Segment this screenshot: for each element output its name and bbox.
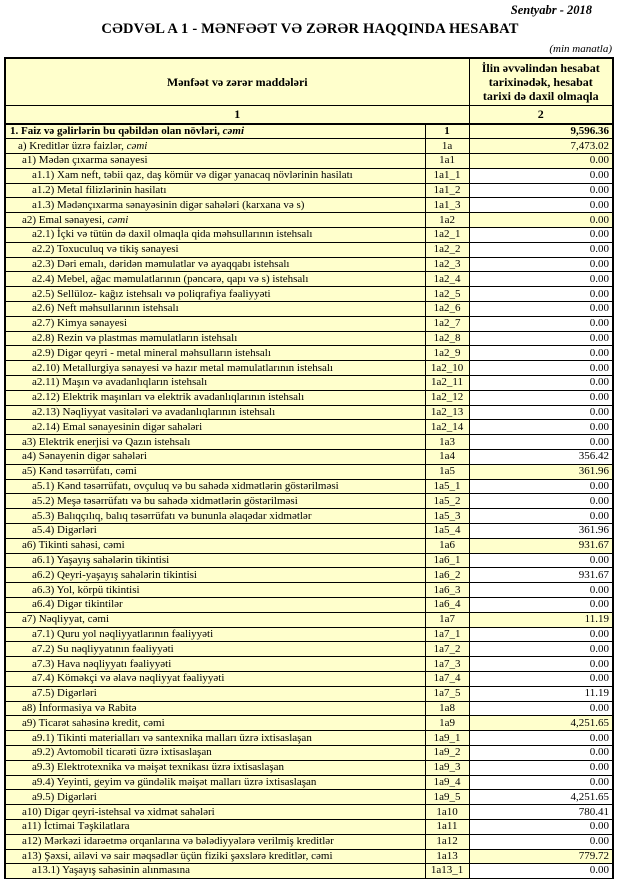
- row-value: 0.00: [469, 583, 613, 598]
- row-value: 0.00: [469, 731, 613, 746]
- items-column-header: Mənfəət və zərər maddələri: [5, 58, 469, 106]
- row-code: 1a9_2: [425, 745, 469, 760]
- table-row: [5, 139, 613, 154]
- value-column-header: İlin əvvəlindən hesabat tarixinədək, hesabat tarixi də daxil olmaqla: [469, 58, 613, 106]
- table-row: [5, 228, 613, 243]
- table-row: [5, 745, 613, 760]
- row-label: a9.3) Elektrotexnika və məişət texnikası üzrə ixtisaslaşan: [5, 760, 425, 775]
- row-label: a2.3) Dəri emalı, dəridən məmulatlar və ayaqqabı istehsalı: [5, 257, 425, 272]
- row-code: 1a6_2: [425, 568, 469, 583]
- table-row: [5, 864, 613, 879]
- header-row: [5, 58, 613, 106]
- row-value: 0.00: [469, 479, 613, 494]
- table-row: [5, 302, 613, 317]
- table-row: [5, 775, 613, 790]
- row-value: 0.00: [469, 331, 613, 346]
- table-row: [5, 124, 613, 139]
- row-value: 0.00: [469, 346, 613, 361]
- row-code: 1a9_3: [425, 760, 469, 775]
- table-row: [5, 242, 613, 257]
- row-code: 1a2_7: [425, 316, 469, 331]
- row-label: a9.5) Digərləri: [5, 790, 425, 805]
- row-code: 1a9_1: [425, 731, 469, 746]
- table-row: [5, 331, 613, 346]
- row-label: a9.2) Avtomobil ticarəti üzrə ixtisaslaşan: [5, 745, 425, 760]
- row-code: 1a10: [425, 805, 469, 820]
- row-code: 1: [425, 124, 469, 139]
- row-code: 1a5_2: [425, 494, 469, 509]
- table-row: [5, 583, 613, 598]
- row-value: 931.67: [469, 538, 613, 553]
- table-row: [5, 657, 613, 672]
- table-row: [5, 420, 613, 435]
- page-title: CƏDVƏL A 1 - MƏNFƏƏT VƏ ZƏRƏR HAQQINDA HESABAT: [101, 21, 519, 37]
- table-row: [5, 435, 613, 450]
- table-row: [5, 479, 613, 494]
- row-value: 0.00: [469, 627, 613, 642]
- row-code: 1a6_4: [425, 598, 469, 613]
- table-row: [5, 612, 613, 627]
- row-value: 7,473.02: [469, 139, 613, 154]
- table-header: [5, 58, 613, 124]
- table-row: [5, 287, 613, 302]
- row-value: 0.00: [469, 701, 613, 716]
- row-value: 0.00: [469, 405, 613, 420]
- row-label: a2.4) Mebel, ağac məmulatlarının (pəncərə, qapı və s) istehsalı: [5, 272, 425, 287]
- table-row: [5, 257, 613, 272]
- row-code: 1a7_1: [425, 627, 469, 642]
- row-label: a6.4) Digər tikintilər: [5, 598, 425, 613]
- row-code: 1a2_9: [425, 346, 469, 361]
- row-label: a2.12) Elektrik maşınları və elektrik avadanlıqlarının istehsalı: [5, 390, 425, 405]
- row-code: 1a7_3: [425, 657, 469, 672]
- items-column-number: 1: [5, 106, 469, 125]
- row-value: 0.00: [469, 183, 613, 198]
- row-label: a2.2) Toxuculuq və tikiş sənayesi: [5, 242, 425, 257]
- row-value: 0.00: [469, 657, 613, 672]
- row-label: a2.11) Maşın və avadanlıqların istehsalı: [5, 376, 425, 391]
- row-label: a7.2) Su nəqliyyatının fəaliyyəti: [5, 642, 425, 657]
- row-value: 0.00: [469, 376, 613, 391]
- row-code: 1a2_3: [425, 257, 469, 272]
- row-label: a13.1) Yaşayış sahəsinin alınmasına: [5, 864, 425, 879]
- row-value: 931.67: [469, 568, 613, 583]
- row-code: 1a6_3: [425, 583, 469, 598]
- row-code: 1a2_2: [425, 242, 469, 257]
- row-code: 1a3: [425, 435, 469, 450]
- row-label: a7) Nəqliyyat, cəmi: [5, 612, 425, 627]
- row-label: a6.3) Yol, körpü tikintisi: [5, 583, 425, 598]
- row-label: a) Kreditlər üzrə faizlər, cəmi: [5, 139, 425, 154]
- row-label: a1) Mədən çıxarma sənayesi: [5, 154, 425, 169]
- table-row: [5, 361, 613, 376]
- units-note: (min manatla): [549, 43, 612, 55]
- row-value: 4,251.65: [469, 790, 613, 805]
- table-row: [5, 598, 613, 613]
- row-value: 0.00: [469, 745, 613, 760]
- row-value: 0.00: [469, 819, 613, 834]
- row-code: 1a2_8: [425, 331, 469, 346]
- row-code: 1a2_5: [425, 287, 469, 302]
- row-value: 0.00: [469, 361, 613, 376]
- row-value: 0.00: [469, 834, 613, 849]
- row-value: 11.19: [469, 612, 613, 627]
- table-row: [5, 686, 613, 701]
- table-row: [5, 272, 613, 287]
- row-code: 1a9_4: [425, 775, 469, 790]
- row-label: a9.1) Tikinti materialları və santexnika malları üzrə ixtisaslaşan: [5, 731, 425, 746]
- table-row: [5, 168, 613, 183]
- row-code: 1a8: [425, 701, 469, 716]
- row-label: a1.1) Xam neft, təbii qaz, daş kömür və digər yanacaq növlərinin hasilatı: [5, 168, 425, 183]
- row-label: a7.3) Hava nəqliyyatı fəaliyyəti: [5, 657, 425, 672]
- value-column-number: 2: [469, 106, 613, 125]
- row-value: 0.00: [469, 272, 613, 287]
- row-code: 1a6: [425, 538, 469, 553]
- row-code: 1a7_2: [425, 642, 469, 657]
- table-row: [5, 509, 613, 524]
- row-label: a6.1) Yaşayış sahələrin tikintisi: [5, 553, 425, 568]
- row-label: a5) Kənd təsərrüfatı, cəmi: [5, 464, 425, 479]
- row-value: 779.72: [469, 849, 613, 864]
- table-row: [5, 834, 613, 849]
- row-label: a2.5) Sellüloz- kağız istehsalı və poliqrafiya fəaliyyəti: [5, 287, 425, 302]
- row-label: a9) Ticarət sahəsinə kredit, cəmi: [5, 716, 425, 731]
- row-value: 361.96: [469, 524, 613, 539]
- row-value: 356.42: [469, 450, 613, 465]
- row-code: 1a9_5: [425, 790, 469, 805]
- row-value: 0.00: [469, 287, 613, 302]
- row-label: a2.13) Nəqliyyat vasitələri və avadanlıqlarının istehsalı: [5, 405, 425, 420]
- row-code: 1a5: [425, 464, 469, 479]
- row-label: a6.2) Qeyri-yaşayış sahələrin tikintisi: [5, 568, 425, 583]
- row-label: a10) Digər qeyri-istehsal və xidmət sahələri: [5, 805, 425, 820]
- row-value: 0.00: [469, 420, 613, 435]
- row-code: 1a12: [425, 834, 469, 849]
- row-code: 1a2_10: [425, 361, 469, 376]
- row-code: 1a2_13: [425, 405, 469, 420]
- row-value: 0.00: [469, 864, 613, 879]
- row-label: a12) Mərkəzi idarəetmə orqanlarına və bələdiyyələrə verilmiş kreditlər: [5, 834, 425, 849]
- row-value: 0.00: [469, 775, 613, 790]
- row-code: 1a6_1: [425, 553, 469, 568]
- row-label: a2.6) Neft məhsullarının istehsalı: [5, 302, 425, 317]
- row-label: a3) Elektrik enerjisi və Qazın istehsalı: [5, 435, 425, 450]
- row-value: 0.00: [469, 494, 613, 509]
- row-code: 1a2_11: [425, 376, 469, 391]
- row-value: 0.00: [469, 257, 613, 272]
- row-label: a2) Emal sənayesi, cəmi: [5, 213, 425, 228]
- table-row: [5, 494, 613, 509]
- row-code: 1a13_1: [425, 864, 469, 879]
- row-value: 0.00: [469, 198, 613, 213]
- row-code: 1a5_3: [425, 509, 469, 524]
- row-code: 1a2_6: [425, 302, 469, 317]
- row-label: a5.2) Meşə təsərrüfatı və bu sahədə xidmətlərin göstərilməsi: [5, 494, 425, 509]
- row-code: 1a7_4: [425, 671, 469, 686]
- row-label: a2.10) Metallurgiya sənayesi və hazır metal məmulatlarının istehsalı: [5, 361, 425, 376]
- table-row: [5, 450, 613, 465]
- row-value: 0.00: [469, 242, 613, 257]
- row-value: 0.00: [469, 435, 613, 450]
- row-value: 9,596.36: [469, 124, 613, 139]
- table-row: [5, 524, 613, 539]
- row-code: 1a9: [425, 716, 469, 731]
- table-row: [5, 376, 613, 391]
- table-row: [5, 805, 613, 820]
- row-label: a1.2) Metal filizlərinin hasilatı: [5, 183, 425, 198]
- row-code: 1a5_4: [425, 524, 469, 539]
- row-value: 0.00: [469, 154, 613, 169]
- row-value: 0.00: [469, 509, 613, 524]
- table-row: [5, 790, 613, 805]
- table-row: [5, 731, 613, 746]
- row-value: 0.00: [469, 598, 613, 613]
- table-row: [5, 464, 613, 479]
- table-row: [5, 183, 613, 198]
- table-row: [5, 671, 613, 686]
- row-code: 1a7: [425, 612, 469, 627]
- row-code: 1a13: [425, 849, 469, 864]
- row-code: 1a1_2: [425, 183, 469, 198]
- row-code: 1a: [425, 139, 469, 154]
- profit-loss-table: [4, 57, 614, 879]
- row-label: a2.8) Rezin və plastmas məmulatların istehsalı: [5, 331, 425, 346]
- row-label: a2.9) Digər qeyri - metal mineral məhsulların istehsalı: [5, 346, 425, 361]
- row-code: 1a1_1: [425, 168, 469, 183]
- row-code: 1a2_12: [425, 390, 469, 405]
- table-row: [5, 716, 613, 731]
- row-label: a5.1) Kənd təsərrüfatı, ovçuluq və bu sahədə xidmətlərin göstərilməsi: [5, 479, 425, 494]
- row-value: 11.19: [469, 686, 613, 701]
- row-label: a1.3) Mədənçıxarma sənayəsinin digər sahələri (karxana və s): [5, 198, 425, 213]
- table-row: [5, 538, 613, 553]
- row-code: 1a1_3: [425, 198, 469, 213]
- row-value: 780.41: [469, 805, 613, 820]
- row-label: 1. Faiz və gəlirlərin bu qəbildən olan növləri, cəmi: [5, 124, 425, 139]
- row-value: 0.00: [469, 553, 613, 568]
- row-label: a7.4) Köməkçi və əlavə nəqliyyat fəaliyyəti: [5, 671, 425, 686]
- table-row: [5, 849, 613, 864]
- table-row: [5, 405, 613, 420]
- row-value: 0.00: [469, 213, 613, 228]
- row-code: 1a11: [425, 819, 469, 834]
- table-row: [5, 701, 613, 716]
- table-row: [5, 642, 613, 657]
- row-code: 1a2_1: [425, 228, 469, 243]
- row-label: a13) Şəxsi, ailəvi və sair məqsədlər üçün fiziki şəxslərə kreditlər, cəmi: [5, 849, 425, 864]
- table-row: [5, 627, 613, 642]
- table-row: [5, 390, 613, 405]
- row-label: a11) İctimai Təşkilatlara: [5, 819, 425, 834]
- row-code: 1a1: [425, 154, 469, 169]
- row-value: 0.00: [469, 390, 613, 405]
- row-label: a9.4) Yeyinti, geyim və gündəlik məişət malları üzrə ixtisaslaşan: [5, 775, 425, 790]
- table-row: [5, 198, 613, 213]
- row-label: a5.3) Balıqçılıq, balıq təsərrüfatı və bununla əlaqədar xidmətlər: [5, 509, 425, 524]
- row-label: a5.4) Digərləri: [5, 524, 425, 539]
- column-number-row: [5, 106, 613, 125]
- row-code: 1a2: [425, 213, 469, 228]
- row-code: 1a2_4: [425, 272, 469, 287]
- table-body: [5, 124, 613, 879]
- row-value: 0.00: [469, 168, 613, 183]
- row-value: 0.00: [469, 642, 613, 657]
- row-label: a6) Tikinti sahəsi, cəmi: [5, 538, 425, 553]
- row-value: 0.00: [469, 760, 613, 775]
- row-value: 0.00: [469, 671, 613, 686]
- row-label: a8) İnformasiya və Rabitə: [5, 701, 425, 716]
- row-label: a2.14) Emal sənayesinin digər sahələri: [5, 420, 425, 435]
- row-value: 4,251.65: [469, 716, 613, 731]
- table-row: [5, 213, 613, 228]
- row-code: 1a7_5: [425, 686, 469, 701]
- row-code: 1a2_14: [425, 420, 469, 435]
- table-row: [5, 760, 613, 775]
- row-label: a2.1) İçki və tütün də daxil olmaqla qida məhsullarının istehsalı: [5, 228, 425, 243]
- row-label: a2.7) Kimya sənayesi: [5, 316, 425, 331]
- table-row: [5, 568, 613, 583]
- row-code: 1a5_1: [425, 479, 469, 494]
- row-value: 0.00: [469, 228, 613, 243]
- row-label: a4) Sənayenin digər sahələri: [5, 450, 425, 465]
- table-row: [5, 553, 613, 568]
- row-label: a7.1) Quru yol nəqliyyatlarının fəaliyyəti: [5, 627, 425, 642]
- row-value: 0.00: [469, 316, 613, 331]
- table-row: [5, 316, 613, 331]
- table-row: [5, 154, 613, 169]
- row-value: 0.00: [469, 302, 613, 317]
- row-label: a7.5) Digərləri: [5, 686, 425, 701]
- table-row: [5, 346, 613, 361]
- row-value: 361.96: [469, 464, 613, 479]
- table-row: [5, 819, 613, 834]
- report-period: Sentyabr - 2018: [510, 3, 592, 17]
- row-code: 1a4: [425, 450, 469, 465]
